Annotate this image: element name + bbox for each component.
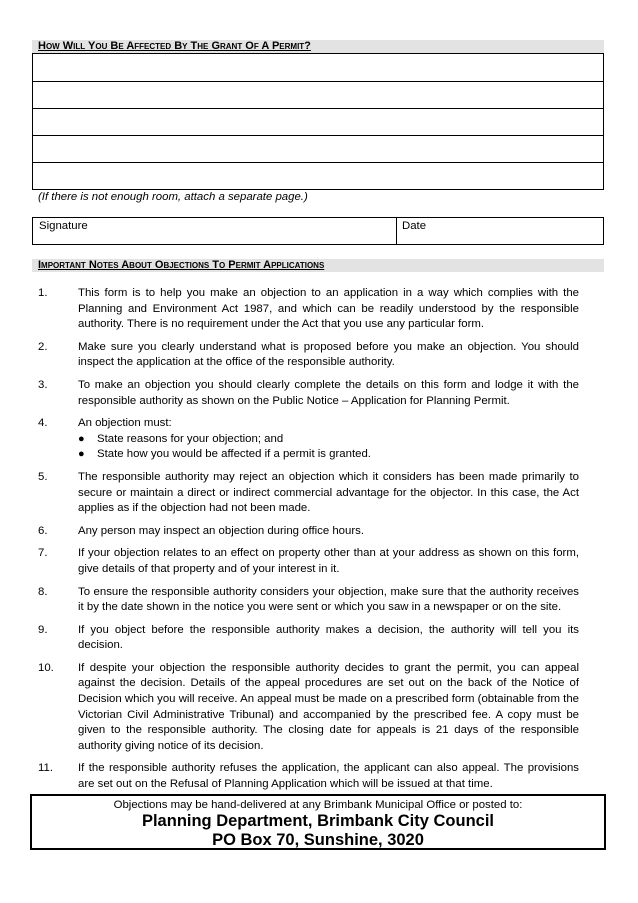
note-number: 2. (38, 340, 48, 353)
affected-heading-text: How Will You Be Affected By The Grant Of A Permit? (38, 40, 311, 52)
note-text: An objection must: (78, 417, 172, 430)
writing-line (33, 162, 603, 163)
note-number: 3. (38, 378, 48, 391)
signature-field[interactable]: Signature (39, 220, 88, 232)
bullet-text: State how you would be affected if a permit is granted. (97, 448, 371, 461)
note-item (38, 661, 579, 755)
postal-address: PO Box 70, Sunshine, 3020 (212, 831, 424, 849)
writing-line (33, 81, 603, 82)
date-field[interactable]: Date (402, 220, 427, 232)
note-item (38, 416, 579, 463)
affected-section-heading (32, 40, 604, 53)
note-number: 5. (38, 470, 48, 483)
note-text: To make an objection you should clearly complete the details on this form and lodge it with the responsible authority as shown on the Public Notice – Application for Planning Permit. (78, 378, 579, 407)
note-text: If you object before the responsible authority makes a decision, the authority will tell you its decision. (78, 623, 579, 652)
note-number: 9. (38, 623, 48, 636)
note-number: 8. (38, 585, 48, 598)
note-text: The responsible authority may reject an objection which it considers has been made primarily to secure or maintain a direct or indirect commercial advantage for the objector. In this case, the Act applies as if the objection had not been made. (78, 470, 579, 515)
affected-writing-area[interactable] (32, 53, 604, 190)
note-number: 10. (38, 661, 54, 674)
writing-line (33, 108, 603, 109)
note-item (38, 378, 579, 409)
note-item (38, 470, 579, 517)
note-text: If despite your objection the responsible authority decides to grant the permit, you can appeal against the decision. Details of the appeal procedures are set out on the back of the Notice of Decision which you will receive. An appeal must be made on a prescribed form (obtainable from the Victorian Civil Administrative Tribunal) and accompanied by the prescribed fee. A copy must be given to the responsible authority. The closing date for appeals is 21 days of the responsible authority giving notice of its decision. (78, 661, 579, 752)
notes-heading-text: Important Notes About Objections To Permit Applications (38, 259, 325, 271)
note-number: 1. (38, 287, 48, 299)
note-text: If the responsible authority refuses the application, the applicant can also appeal. The provisions are set out on the Refusal of Planning Application which will be issued at that time. (78, 762, 579, 791)
note-bullet-item (78, 432, 579, 448)
note-text: Any person may inspect an objection during office hours. (78, 524, 364, 537)
bullet-text: State reasons for your objection; and (97, 432, 284, 445)
notes-section-heading (32, 259, 604, 272)
note-item (38, 286, 579, 333)
note-text: To ensure the responsible authority considers your objection, make sure that the authority receives it by the date shown in the notice you were sent or which you saw in a newspaper or on the site. (78, 585, 579, 614)
note-bullet-list (78, 432, 579, 463)
note-item (38, 623, 579, 654)
bullet-icon: ● (78, 448, 85, 461)
note-number: 4. (38, 417, 48, 430)
postal-address-box (30, 794, 606, 850)
signature-date-divider (396, 218, 397, 244)
signature-date-box (32, 217, 604, 245)
notes-list (38, 286, 579, 800)
note-number: 11. (38, 762, 53, 775)
note-item (38, 340, 579, 371)
note-number: 7. (38, 547, 48, 560)
note-item (38, 585, 579, 616)
delivery-instructions: Objections may be hand-delivered at any Brimbank Municipal Office or posted to: (113, 799, 523, 811)
note-item (38, 524, 579, 540)
overflow-note: (If there is not enough room, attach a separate page.) (38, 191, 308, 203)
note-item (38, 546, 579, 577)
writing-line (33, 135, 603, 136)
note-text: Make sure you clearly understand what is proposed before you make an objection. You should inspect the application at the office of the responsible authority. (78, 340, 579, 369)
department-name: Planning Department, Brimbank City Council (141, 812, 495, 830)
note-number: 6. (38, 524, 48, 537)
bullet-icon: ● (78, 432, 85, 445)
note-bullet-item (78, 447, 579, 463)
note-item (38, 761, 579, 792)
note-text: If your objection relates to an effect on property other than at your address as shown on this form, give details of that property and of your interest in it. (78, 547, 579, 575)
note-text: This form is to help you make an objection to an application in a way which complies with the Planning and Environment Act 1987, and which can be readily understood by the responsible authority. There is no requirement under the Act that you use any particular form. (78, 287, 579, 331)
